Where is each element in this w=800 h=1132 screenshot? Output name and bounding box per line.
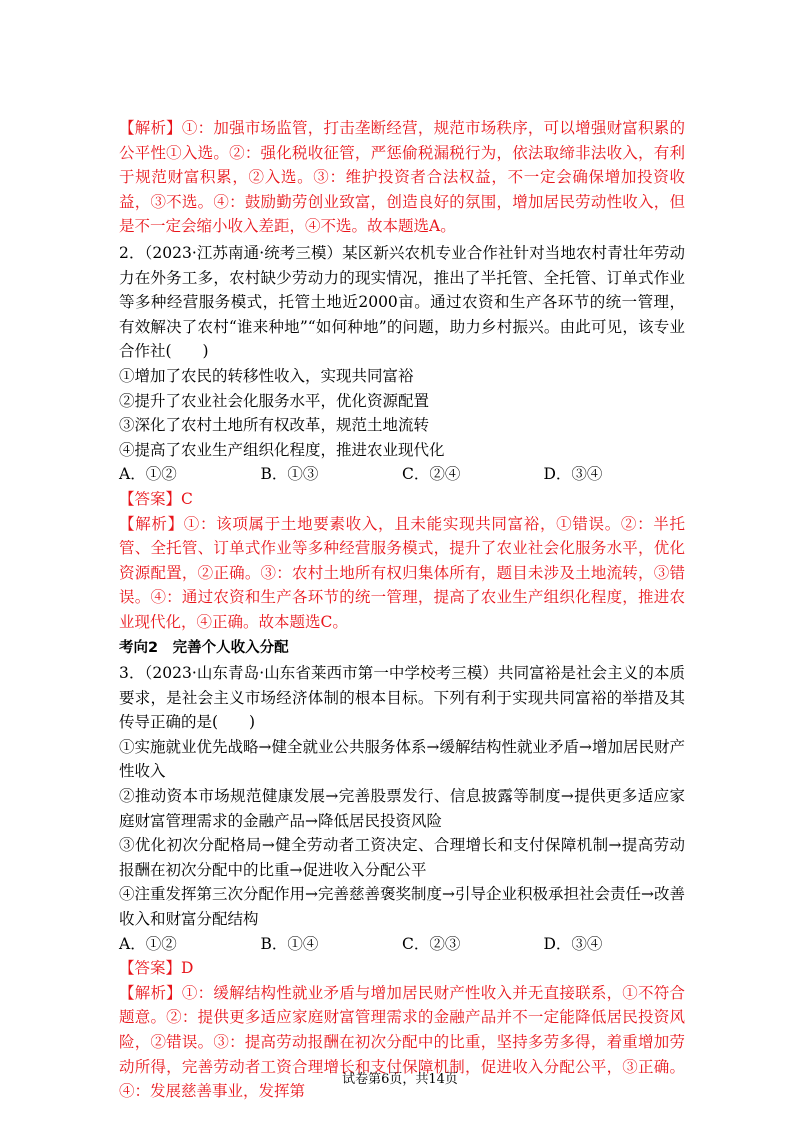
question-3-stem: 3．（2023·山东青岛·山东省莱西市第一中学校考三模）共同富裕是社会主义的本质要求，是社会主义市场经济体制的根本目标。下列有利于实现共同富裕的举措及其传导正确的是( ) — [119, 664, 685, 732]
choice-c: C．②③ — [402, 934, 461, 953]
page-content — [119, 116, 685, 1104]
question-2-item: ③深化了农村土地所有权改革，规范土地流转 — [119, 416, 430, 435]
question-3-choices — [119, 932, 685, 957]
question-2-item: ④提高了农业生产组织化程度，推进农业现代化 — [119, 440, 445, 459]
answer-q3: 【答案】D — [119, 959, 194, 978]
choice-b: B．①④ — [260, 934, 319, 953]
question-2-stem: 2．（2023·江苏南通·统考三模）某区新兴农机专业合作社针对当地农村青壮年劳动力在外务工多，农村缺少劳动力的现实情况，推出了半托管、全托管、订单式作业等多种经营服务模式，托管土地近2000亩。通过农资和生产各环节的统一管理，有效解决了农村“谁来种地”“如何种地”的问题，助力乡村振兴。由此可见，该专业合作社( ) — [119, 243, 685, 361]
analysis-q3: 【解析】①：缓解结构性就业矛盾与增加居民财产性收入并无直接联系，①不符合题意。②：提供更多适应家庭财富管理需求的金融产品并不一定能降低居民投资风险，②错误。③：提高劳动报酬在初次分配中的比重，坚持多劳多得，着重增加劳动所得，完善劳动者工资合理增长和支付保障机制，促进收入分配公平，③正确。④：发展慈善事业，发挥第 — [119, 983, 685, 1101]
answer-q2: 【答案】C — [119, 489, 193, 508]
choice-b: B．①③ — [260, 465, 319, 484]
question-2-choices — [119, 462, 685, 487]
question-3-item: ③优化初次分配格局→健全劳动者工资决定、合理增长和支付保障机制→提高劳动报酬在初次分配中的比重→促进收入分配公平 — [119, 836, 685, 879]
question-3-item: ④注重发挥第三次分配作用→完善慈善褒奖制度→引导企业积极承担社会责任→改善收入和财富分配结构 — [119, 885, 685, 928]
choice-d: D．③④ — [543, 934, 603, 953]
question-3-item: ②推动资本市场规范健康发展→完善股票发行、信息披露等制度→提供更多适应家庭财富管理需求的金融产品→降低居民投资风险 — [119, 787, 685, 830]
choice-c: C．②④ — [402, 465, 461, 484]
question-2-item: ②提升了农业社会化服务水平，优化资源配置 — [119, 391, 430, 410]
choice-a: A．①② — [119, 934, 177, 953]
choice-d: D．③④ — [543, 465, 603, 484]
question-3-item: ①实施就业优先战略→健全就业公共服务体系→缓解结构性就业矛盾→增加居民财产性收入 — [119, 737, 685, 781]
section-title: 考向2 完善个人收入分配 — [119, 640, 289, 657]
analysis-q1: 【解析】①：加强市场监管，打击垄断经营，规范市场秩序，可以增强财富积累的公平性①入选。②：强化税收征管，严惩偷税漏税行为，依法取缔非法收入，有利于规范财富积累，②入选。③：维护投资者合法权益，不一定会确保增加投资收益，③不选。④：鼓励勤劳创业致富，创造良好的氛围，增加居民劳动性收入，但是不一定会缩小收入差距，④不选。故本题选A。 — [119, 119, 685, 236]
choice-a: A．①② — [119, 465, 177, 484]
question-2-item: ①增加了农民的转移性收入，实现共同富裕 — [119, 366, 414, 385]
page-footer: 试卷第6页，共14页 — [342, 1072, 458, 1087]
analysis-q2: 【解析】①：该项属于土地要素收入，且未能实现共同富裕，①错误。②：半托管、全托管、订单式作业等多种经营服务模式，提升了农业社会化服务水平，优化资源配置，②正确。③：农村土地所有权归集体所有，题目未涉及土地流转，③错误。④：通过农资和生产各环节的统一管理，提高了农业生产组织化程度，推进农业现代化，④正确。故本题选C。 — [119, 514, 685, 631]
